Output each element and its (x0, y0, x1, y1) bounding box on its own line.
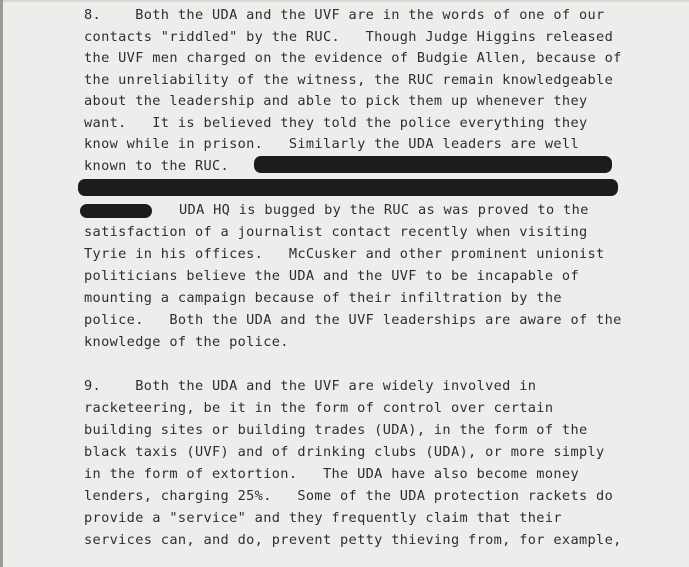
paragraph-8-continuation-line-2: satisfaction of a journalist contact recently when visiting (84, 224, 588, 240)
paragraph-9-line-1: 9. Both the UDA and the UVF are widely involved in (84, 378, 537, 394)
paragraph-9-line-8: services can, and do, prevent petty thieving from, for example, (84, 532, 622, 548)
paragraph-8-continuation-line-5: mounting a campaign because of their infiltration by the (84, 290, 562, 306)
paragraph-9-line-3: building sites or building trades (UDA), in the form of the (84, 422, 588, 438)
paragraph-8-continuation-line-7: knowledge of the police. (84, 334, 289, 350)
redaction-bar-3 (80, 204, 152, 218)
paragraph-8-line-1: 8. Both the UDA and the UVF are in the words of one of our (84, 7, 605, 23)
redaction-bar-2 (78, 179, 618, 196)
redaction-bar-1 (254, 156, 612, 173)
paragraph-9-line-4: black taxis (UVF) and of drinking clubs (UDA), or more simply (84, 444, 605, 460)
paragraph-8-continuation-line-1: UDA HQ is bugged by the RUC as was proved to the (179, 202, 589, 218)
page-left-edge (0, 0, 3, 567)
paragraph-9-line-5: in the form of extortion. The UDA have also become money (84, 466, 579, 482)
paragraph-9-line-6: lenders, charging 25%. Some of the UDA protection rackets do (84, 488, 614, 504)
paragraph-8-line-7: know while in prison. Similarly the UDA leaders are well (84, 136, 579, 152)
paragraph-9-line-7: provide a "service" and they frequently claim that their (84, 510, 562, 526)
paragraph-8-line-2: contacts "riddled" by the RUC. Though Judge Higgins released (84, 29, 614, 45)
paragraph-8-continuation-line-3: Tyrie in his offices. McCusker and other prominent unionist (84, 246, 605, 262)
paragraph-8-line-3: the UVF men charged on the evidence of Budgie Allen, because of (84, 50, 622, 66)
paragraph-8-line-4: the unreliability of the witness, the RUC remain knowledgeable (84, 72, 614, 88)
paragraph-8-line-6: want. It is believed they told the police everything they (84, 115, 588, 131)
paragraph-8-line-5: about the leadership and able to pick them up whenever they (84, 93, 588, 109)
paragraph-8-continuation-line-4: politicians believe the UDA and the UVF to be incapable of (84, 268, 579, 284)
paragraph-8-line-8: known to the RUC. (84, 158, 230, 174)
paragraph-9-line-2: racketeering, be it in the form of control over certain (84, 400, 554, 416)
paragraph-8-continuation-line-6: police. Both the UDA and the UVF leaderships are aware of the (84, 312, 622, 328)
page-top-edge (0, 0, 689, 2)
